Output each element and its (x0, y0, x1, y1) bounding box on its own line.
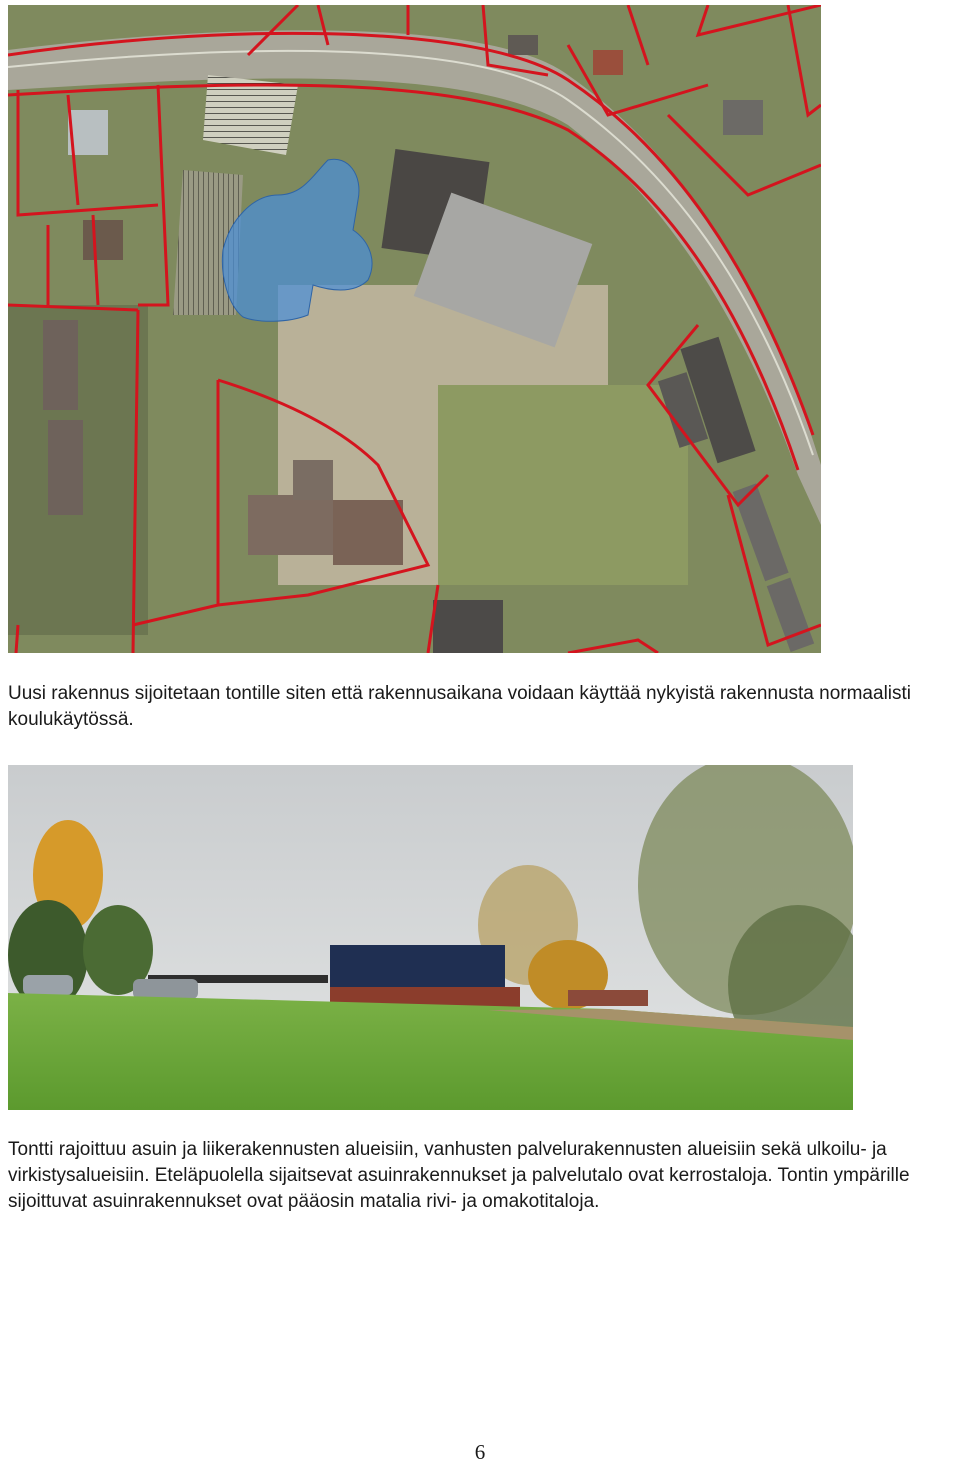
school-photo-image (8, 765, 853, 1110)
school-photo-drawing (8, 765, 853, 1110)
intro-paragraph: Uusi rakennus sijoitetaan tontille siten että rakennusaikana voidaan käyttää nykyistä rakennusta normaalisti koulukäytössä. (8, 683, 912, 730)
context-paragraph: Tontti rajoittuu asuin ja liikerakennusten alueisiin, vanhusten palvelurakennusten alueisiin sekä ulkoilu- ja virkistysalueisiin. Eteläpuolella sijaitsevat asuinrakennukset ja palvelutalo ovat kerrostaloja. Tontin ympärille sijoittuvat asuinrakennukset ovat pääosin matalia rivi- ja omakotitaloja. (8, 1139, 910, 1212)
aerial-map-drawing (8, 5, 821, 653)
aerial-map-image (8, 5, 821, 653)
page-number: 6 (474, 1440, 486, 1464)
